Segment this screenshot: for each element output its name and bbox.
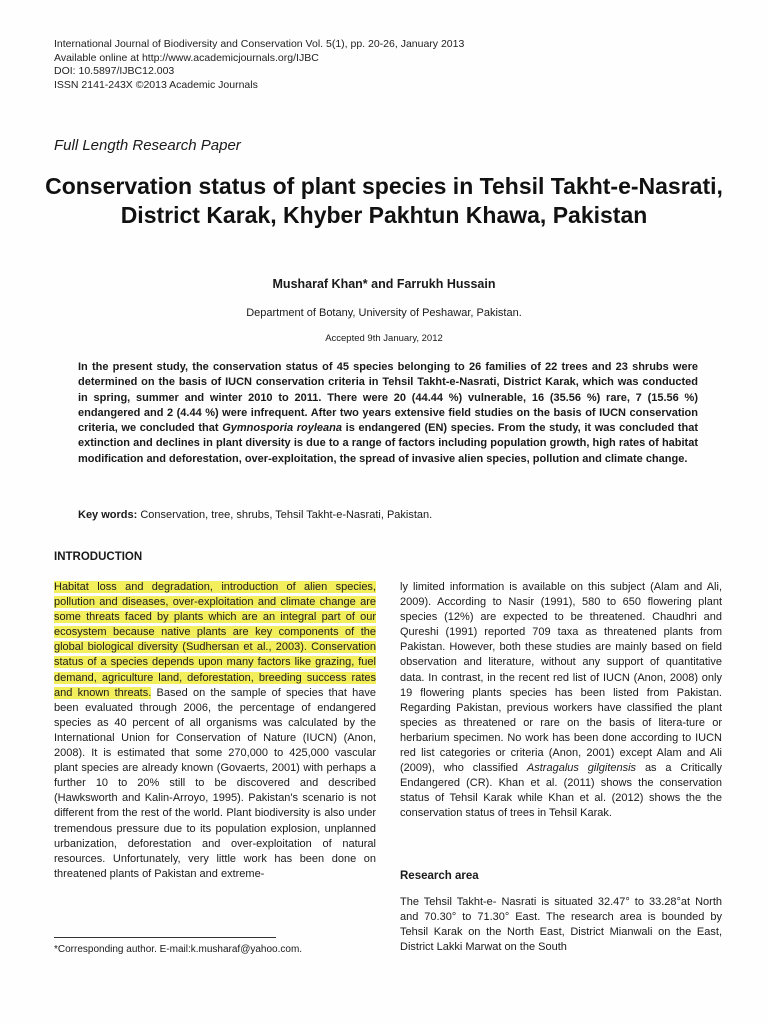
abstract-text-2: is endangered (EN) species. From the study, it was concluded that extinction and declines in plant diversity is due to a range of factors including population growth, high rates of habitat modification and deforestation, over-exploitation, the spread of invasive alien species, pollution and climate change.	[78, 422, 698, 465]
research-area-text: The Tehsil Takht-e- Nasrati is situated 32.47° to 33.28°at North and 70.30° to 71.30° East. The research area is bounded by Tehsil Karak on the North East, District Mianwali on the East, District Lakki Marwat on the South	[400, 896, 722, 954]
footnote: *Corresponding author. E-mail:k.musharaf@yahoo.com.	[54, 944, 303, 955]
keywords-label: Key words:	[78, 509, 138, 521]
affiliation: Department of Botany, University of Peshawar, Pakistan.	[246, 307, 522, 319]
abstract	[78, 360, 698, 467]
intro-left-column	[54, 580, 376, 882]
keywords-text: Conservation, tree, shrubs, Tehsil Takht-e-Nasrati, Pakistan.	[137, 509, 433, 521]
paper-title: Conservation status of plant species in Tehsil Takht-e-Nasrati, District Karak, Khyber Pakhtun Khawa, Pakistan	[45, 173, 723, 228]
highlighted-text: Habitat loss and degradation, introduction of alien species, pollution and diseases, over-exploitation and climate change are some threats faced by plants which are an integral part of our ecosystem because native plants are key components of the global biological diversity (Sudhersan et al., 2003). Conservation status of a species depends upon many factors like grazing, fuel demand, agriculture land, deforestation, breeding success rates and known threats.	[54, 581, 376, 699]
keywords	[78, 508, 698, 523]
abstract-text-1: In the present study, the conservation status of 45 species belonging to 26 families of 22 trees and 23 shrubs were determined on the basis of IUCN conservation criteria in Tehsil Takht-e-Nasrati, District Karak, which was conducted in spring, summer and winter 2010 to 2011. There were 20 (44.44 %) vulnerable, 16 (35.56 %) rare, 7 (15.56 %) endangered and 2 (4.44 %) were infrequent. After two years extensive field studies on the basis of IUCN conservation criteria, we concluded that	[78, 361, 698, 435]
journal-citation: International Journal of Biodiversity and Conservation Vol. 5(1), pp. 20-26, January 2013	[54, 38, 465, 50]
intro-right-text-2: as a Critically Endangered (CR). Khan et al. (2011) shows the conservation status of Tehsil Karak while Khan et al. (2012) shows the the conservation status of trees in Tehsil Karak.	[400, 762, 722, 820]
intro-left-text: Based on the sample of species that have been evaluated through 2006, the percentage of endangered species as 40 percent of all organisms was calculated by the International Union for Conservation of Nature (IUCN) (Anon, 2008). It is estimated that some 270,000 to 425,000 vascular plant species are already known (Govaerts, 2001) with perhaps a further 10 to 20% still to be discovered and described (Hawksworth and Kalin-Arroyo, 1995). Pakistan's scenario is not different from the rest of the world. Plant biodiversity is also under tremendous pressure due to its population explosion, unplanned urbanization, deforestation and over-exploitation of natural resources. Unfortunately, very little work has been done on threatened plants of Pakistan and extreme-	[54, 686, 376, 880]
research-area-heading: Research area	[400, 870, 479, 882]
intro-right-column	[400, 580, 722, 822]
footnote-divider	[54, 937, 276, 938]
authors: Musharaf Khan* and Farrukh Hussain	[272, 277, 496, 291]
journal-issn: ISSN 2141-243X ©2013 Academic Journals	[54, 78, 258, 91]
journal-doi: DOI: 10.5897/IJBC12.003	[54, 65, 175, 77]
intro-right-species: Astragalus gilgitensis	[526, 762, 637, 775]
paper-type: Full Length Research Paper	[54, 137, 241, 154]
abstract-species: Gymnosporia royleana	[222, 422, 343, 435]
accepted-date: Accepted 9th January, 2012	[325, 333, 443, 344]
journal-url: Available online at http://www.academicjournals.org/IJBC	[54, 51, 319, 64]
journal-header	[54, 38, 464, 92]
intro-right-text-1: ly limited information is available on this subject (Alam and Ali, 2009). According to Nasir (1991), 580 to 650 flowering plant species (12%) are expected to be threatened. Chaudhri and Qureshi (1991) reported 709 taxa as threatened plants from Pakistan. However, both these studies are mainly based on field observation and literature, without any support of quantitative data. In contrast, in the recent red list of IUCN (Anon, 2008) only 19 flowering plants species has been listed from Pakistan. Regarding Pakistan, previous workers have classified the plant species as threatened or rare on the basis of litera-ture or herbarium specimen. No work has been done according to IUCN red list categories or criteria (Anon, 2001) except Alam and Ali (2009), who classified	[400, 581, 722, 775]
introduction-heading: INTRODUCTION	[54, 551, 143, 563]
